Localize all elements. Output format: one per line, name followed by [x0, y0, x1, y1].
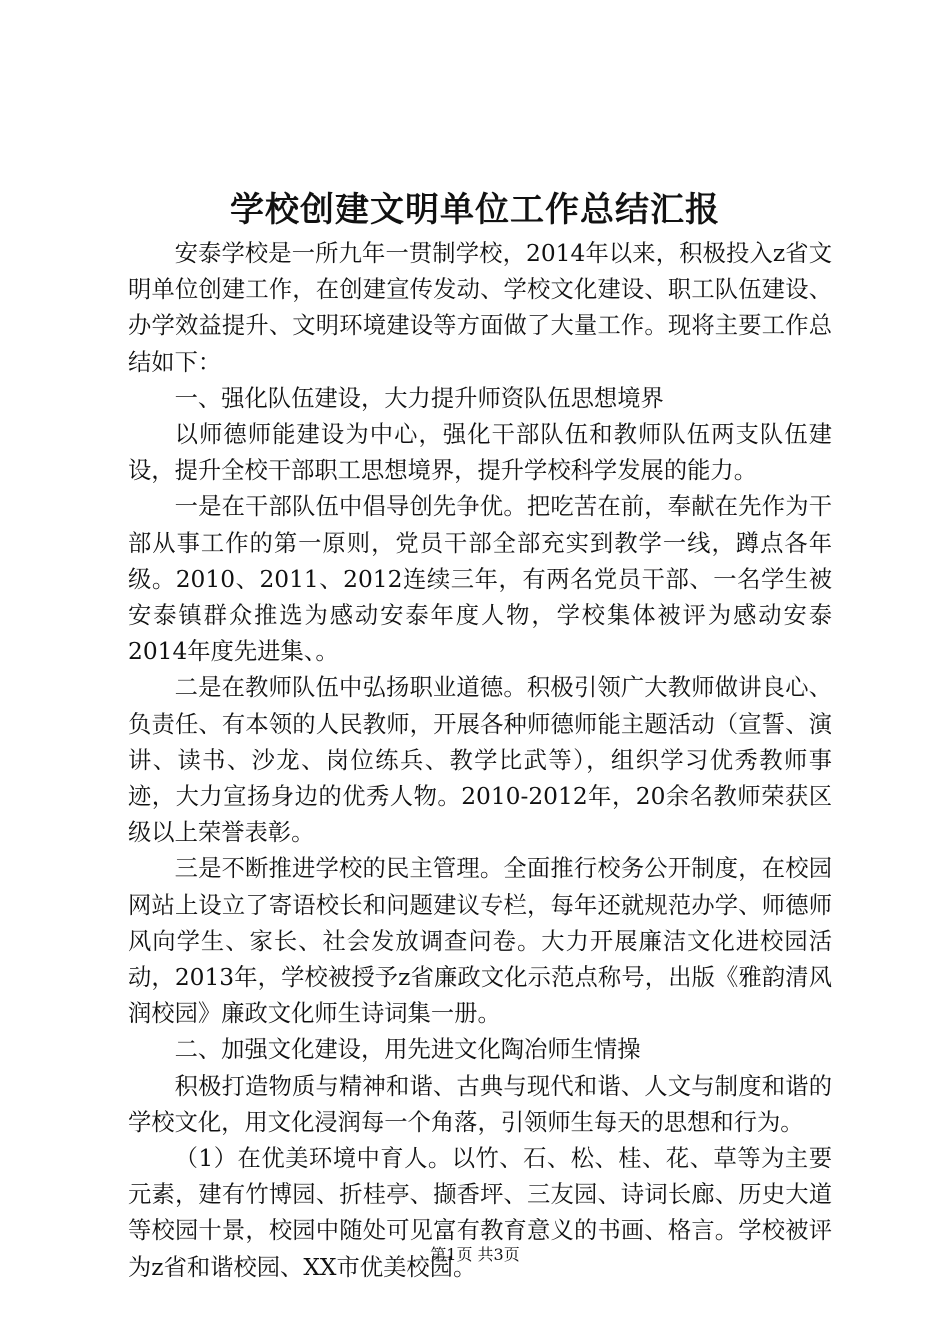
- document-title: 学校创建文明单位工作总结汇报: [230, 190, 720, 230]
- paragraph: 一是在干部队伍中倡导创先争优。把吃苦在前，奉献在先作为干部从事工作的第一原则，党员干部全部充实到教学一线，蹲点各年级。2010、2011、2012连续三年，有两名党员干部、一名学生被安泰镇群众推选为感动安泰年度人物，学校集体被评为感动安泰2014年度先进集、。: [128, 493, 832, 666]
- paragraph: 积极打造物质与精神和谐、古典与现代和谐、人文与制度和谐的学校文化，用文化浸润每一个角落，引领师生每天的思想和行为。: [128, 1072, 832, 1136]
- paragraph: 三是不断推进学校的民主管理。全面推行校务公开制度，在校园网站上设立了寄语校长和问题建议专栏，每年还就规范办学、师德师风向学生、家长、社会发放调查问卷。大力开展廉洁文化进校园活动，2013年，学校被授予z省廉政文化示范点称号，出版《雅韵清风润校园》廉政文化师生诗词集一册。: [128, 855, 832, 1028]
- paragraph: 二是在教师队伍中弘扬职业道德。积极引领广大教师做讲良心、负责任、有本领的人民教师，开展各种师德师能主题活动（宣誓、演讲、读书、沙龙、岗位练兵、教学比武等），组织学习优秀教师事迹，大力宣扬身边的优秀人物。2010-2012年，20余名教师荣获区级以上荣誉表彰。: [128, 674, 832, 847]
- section-heading-1: 一、强化队伍建设，大力提升师资队伍思想境界: [174, 384, 664, 412]
- paragraph-intro: 安泰学校是一所九年一贯制学校，2014年以来，积极投入z省文明单位创建工作，在创建宣传发动、学校文化建设、职工队伍建设、办学效益提升、文明环境建设等方面做了大量工作。现将主要工作总结如下：: [128, 240, 832, 376]
- page-number-footer: 第1页 共3页: [430, 1245, 520, 1264]
- document-body: [128, 236, 832, 1286]
- paragraph: 以师德师能建设为中心，强化干部队伍和教师队伍两支队伍建设，提升全校干部职工思想境界，提升学校科学发展的能力。: [128, 421, 832, 485]
- paragraph: （1）在优美环境中育人。以竹、石、松、桂、花、草等为主要元素，建有竹博园、折桂亭、撷香坪、三友园、诗词长廊、历史大道等校园十景，校园中随处可见富有教育意义的书画、格言。学校被评为z省和谐校园、XX市优美校园。: [128, 1145, 832, 1281]
- section-heading-2: 二、加强文化建设，用先进文化陶冶师生情操: [174, 1036, 641, 1064]
